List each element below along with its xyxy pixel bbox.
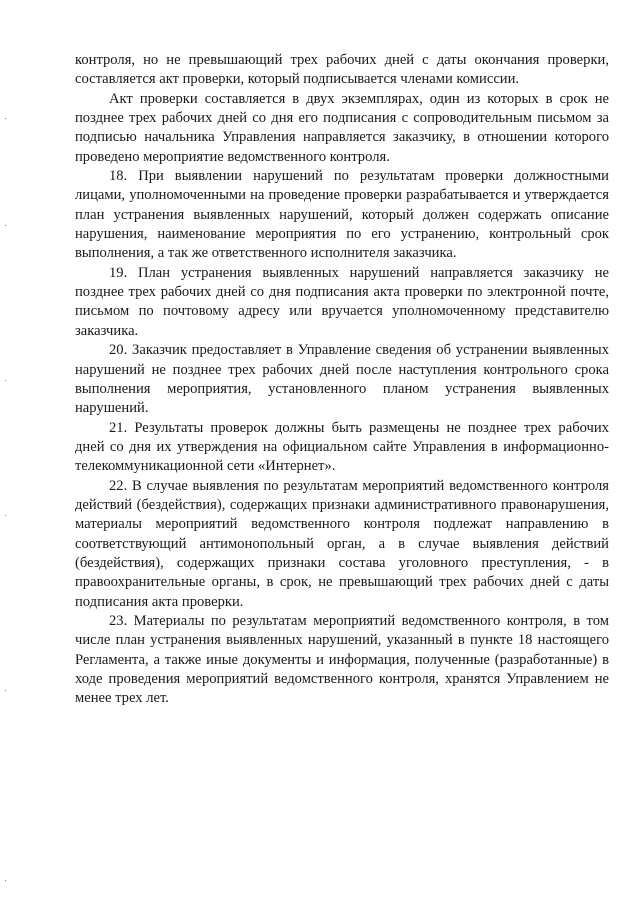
paragraph-item-18: 18. При выявлении нарушений по результатам проверки должностными лицами, уполномоченными на проведение проверки разрабатывается и утверждается план устранения выявленных нарушений, который должен содержать описание нарушения, наименование мероприятия по его устранению, контрольный срок выполнения, а так же ответственного исполнителя заказчика. (75, 168, 609, 262)
scan-edge-mark (5, 880, 6, 881)
scan-edge-mark (5, 515, 6, 516)
scan-edge-mark (5, 118, 6, 119)
paragraph-item-21: 21. Результаты проверок должны быть размещены не позднее трех рабочих дней со дня их утверждения на официальном сайте Управления в информационно-телекоммуникационной сети «Интернет». (75, 419, 609, 475)
scan-edge-mark (5, 690, 6, 691)
paragraph-item-19: 19. План устранения выявленных нарушений направляется заказчику не позднее трех рабочих дней со дня подписания акта проверки по электронной почте, письмом по почтовому адресу или вручается уполномоченному представителю заказчика. (75, 264, 609, 339)
paragraph-continuation: контроля, но не превышающий трех рабочих дней с даты окончания проверки, составляется акт проверки, который подписывается членами комиссии. (75, 52, 609, 88)
document-body (75, 51, 609, 709)
paragraph-act-copies: Акт проверки составляется в двух экземплярах, один из которых в срок не позднее трех рабочих дней со дня его подписания с сопроводительным письмом за подписью начальника Управления направляется заказчику, в отношении которого проведено мероприятие ведомственного контроля. (75, 90, 609, 165)
scan-edge-mark (5, 225, 6, 226)
paragraph-item-22: 22. В случае выявления по результатам мероприятий ведомственного контроля действий (бездействия), содержащих признаки административного правонарушения, материалы мероприятий ведомственного контроля подлежат направлению в соответствующий антимонопольный орган, а в случае выявления действий (бездействия), содержащих признаки состава уголовного преступления, - в правоохранительные органы, в срок, не превышающий трех рабочих дней с даты подписания акта проверки. (75, 477, 609, 610)
scan-edge-mark (5, 380, 6, 381)
paragraph-item-20: 20. Заказчик предоставляет в Управление сведения об устранении выявленных нарушений не позднее трех рабочих дней после наступления контрольного срока выполнения мероприятия, установленного планом устранения выявленных нарушений. (75, 342, 609, 417)
paragraph-item-23: 23. Материалы по результатам мероприятий ведомственного контроля, в том числе план устранения выявленных нарушений, указанный в пункте 18 настоящего Регламента, а также иные документы и информация, полученные (разработанные) в ходе проведения мероприятий ведомственного контроля, хранятся Управлением не менее трех лет. (75, 612, 609, 707)
